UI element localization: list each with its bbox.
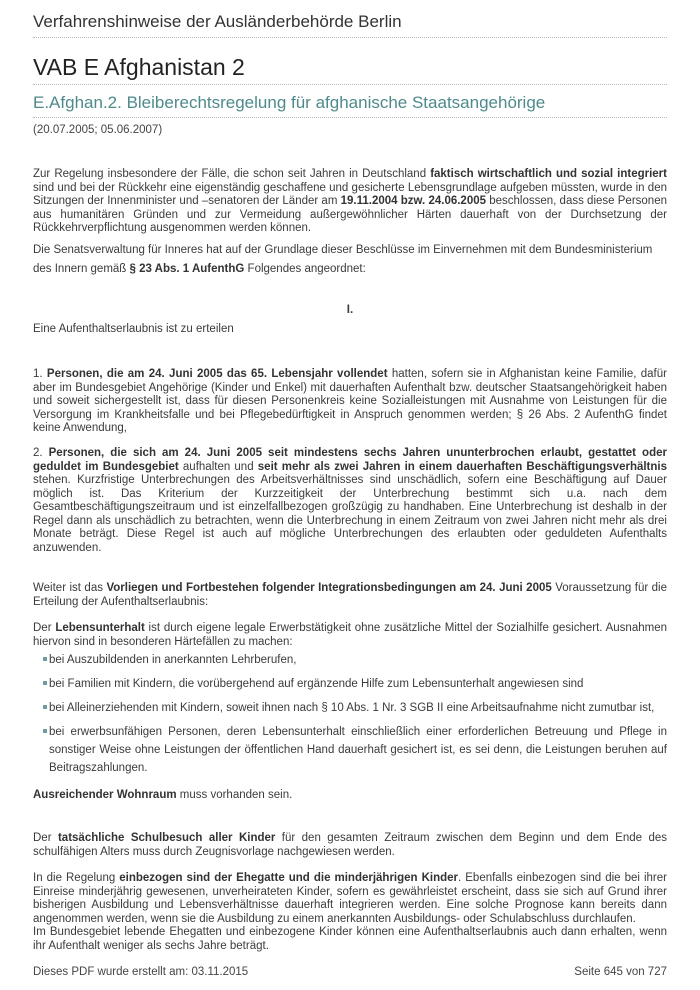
intro-paragraph-1: Zur Regelung insbesondere der Fälle, die schon seit Jahren in Deutschland faktisch wirtschaftlich und sozial integriert sind und bei der Rückkehr eine eigenständig geschaffene und gesicherte Lebensgrundlage aufgeben müssten, wurde in den Sitzungen der Innenminister und –senatoren der Länder am 19.11.2004 bzw. 24.06.2005 beschlossen, dass diese Personen aus humanitären Gründen und zur Vermeidung außergewöhnlicher Härten dauerhaft von der Durchsetzung der Rückkehrverpflichtung ausgenommen werden können. (33, 168, 667, 234)
exceptions-list (33, 651, 667, 783)
list-item: bei Alleinerziehenden mit Kindern, soweit ihnen nach § 10 Abs. 1 Nr. 3 SGB II eine Arbeitsaufnahme nicht zumutbar ist, (33, 699, 667, 717)
bullet-icon (43, 681, 47, 685)
section-divider (33, 117, 667, 118)
integration-conditions: Weiter ist das Vorliegen und Fortbestehen folgender Integrationsbedingungen am 24. Juni 2005 Voraussetzung für die Erteilung der Aufenthaltserlaubnis: (33, 582, 667, 608)
header-divider (33, 37, 667, 38)
bullet-icon (43, 729, 47, 733)
grant-statement: Eine Aufenthaltserlaubnis ist zu erteilen (33, 323, 234, 335)
document-title: VAB E Afghanistan 2 (33, 54, 245, 80)
footer-created-date: Dieses PDF wurde erstellt am: 03.11.2015 (33, 966, 249, 978)
section-title: E.Afghan.2. Bleiberechtsregelung für afghanische Staatsangehörige (33, 93, 546, 112)
list-item: bei Auszubildenden in anerkannten Lehrberufen, (33, 651, 667, 669)
intro-paragraph-2: Die Senatsverwaltung für Inneres hat auf der Grundlage dieser Beschlüsse im Einvernehmen mit dem Bundesministerium des Innern gemäß § 23 Abs. 1 AufenthG Folgendes angeordnet: (33, 244, 653, 275)
title-divider (33, 84, 667, 85)
criterion-2: 2. Personen, die sich am 24. Juni 2005 seit mindestens sechs Jahren ununterbrochen erlaubt, gestattet oder geduldet im Bundesgebiet aufhalten und seit mehr als zwei Jahren in einem dauerhaften Beschäftigungsverhältnis stehen. Kurzfristige Unterbrechungen des Arbeitsverhältnisses sind unschädlich, sofern eine Beschäftigung auf Dauer möglich ist. Das Kriterium der Kurzzeitigkeit der Unterbrechung bestimmt sich u.a. nach dem Gesamtbeschäftigungszeitraum und ist einzelfallbezogen großzügig zu handhaben. Eine Unterbrechung ist deshalb in der Regel dann als unschädlich zu betrachten, wenn die Unterbrechung in einem Zeitraum von zwei Jahren nicht mehr als drei Monate beträgt. Diese Regel ist auch auf mögliche Unterbrechungen des erlaubten oder geduldeten Aufenthalts anzuwenden. (33, 447, 667, 554)
footer-page-number: Seite 645 von 727 (574, 966, 667, 978)
school-attendance: Der tatsächliche Schulbesuch aller Kinder für den gesamten Zeitraum zwischen dem Beginn und dem Ende des schulfähigen Alters muss durch Zeugnisvorlage nachgewiesen werden. (33, 832, 667, 858)
list-item: bei Familien mit Kindern, die vorübergehend auf ergänzende Hilfe zum Lebensunterhalt angewiesen sind (33, 675, 667, 693)
criterion-1: 1. Personen, die am 24. Juni 2005 das 65. Lebensjahr vollendet hatten, sofern sie in Afghanistan keine Familie, dafür aber im Bundesgebiet Angehörige (Kinder und Enkel) mit dauerhaften Aufenthalt bzw. deutscher Staatsangehörigkeit haben und soweit sichergestellt ist, dass für diesen Personenkreis keine Sozialleistungen mit Ausnahme von Leistungen für die Versorgung im Krankheitsfalle und bei Pflegebedürftigkeit in Anspruch genommen werden; § 26 Abs. 2 AufenthG findet keine Anwendung, (33, 368, 667, 434)
revision-dates: (20.07.2005; 05.06.2007) (33, 124, 163, 136)
roman-numeral-heading: I. (346, 304, 354, 316)
family-paragraph: In die Regelung einbezogen sind der Ehegatte und die minderjährigen Kinder. Ebenfalls einbezogen sind die bei ihrer Einreise minderjährig gewesenen, unverheirateten Kinder, sofern es gewährleistet erscheint, dass sie sich auf Grund ihrer bisherigen Ausbildung und Lebensverhältnisse dauerhaft integrieren werden. Eine solche Prognose kann bereits dann angenommen werden, wenn sie die Ausbildung zu einem anerkannten Ausbildungs- oder Schulabschluss durchlaufen. Im Bundesgebiet lebende Ehegatten und einbezogene Kinder können eine Aufenthaltserlaubnis auch dann erhalten, wenn ihr Aufenthalt weniger als sechs Jahre beträgt. (33, 872, 667, 952)
bullet-icon (43, 705, 47, 709)
bullet-icon (43, 657, 47, 661)
livelihood-paragraph: Der Lebensunterhalt ist durch eigene legale Erwerbstätigkeit ohne zusätzliche Mittel der Sozialhilfe gesichert. Ausnahmen hiervon sind in besonderen Härtefällen zu machen: (33, 622, 667, 648)
header-title: Verfahrenshinweise der Ausländerbehörde Berlin (33, 12, 402, 31)
list-item: bei erwerbsunfähigen Personen, deren Lebensunterhalt einschließlich einer erforderlichen Betreuung und Pflege in sonstiger Weise ohne Leistungen der öffentlichen Hand dauerhaft gesichert ist, es sei denn, die Leistungen beruhen auf Beitragszahlungen. (33, 723, 667, 777)
housing-requirement: Ausreichender Wohnraum muss vorhanden sein. (33, 789, 293, 801)
